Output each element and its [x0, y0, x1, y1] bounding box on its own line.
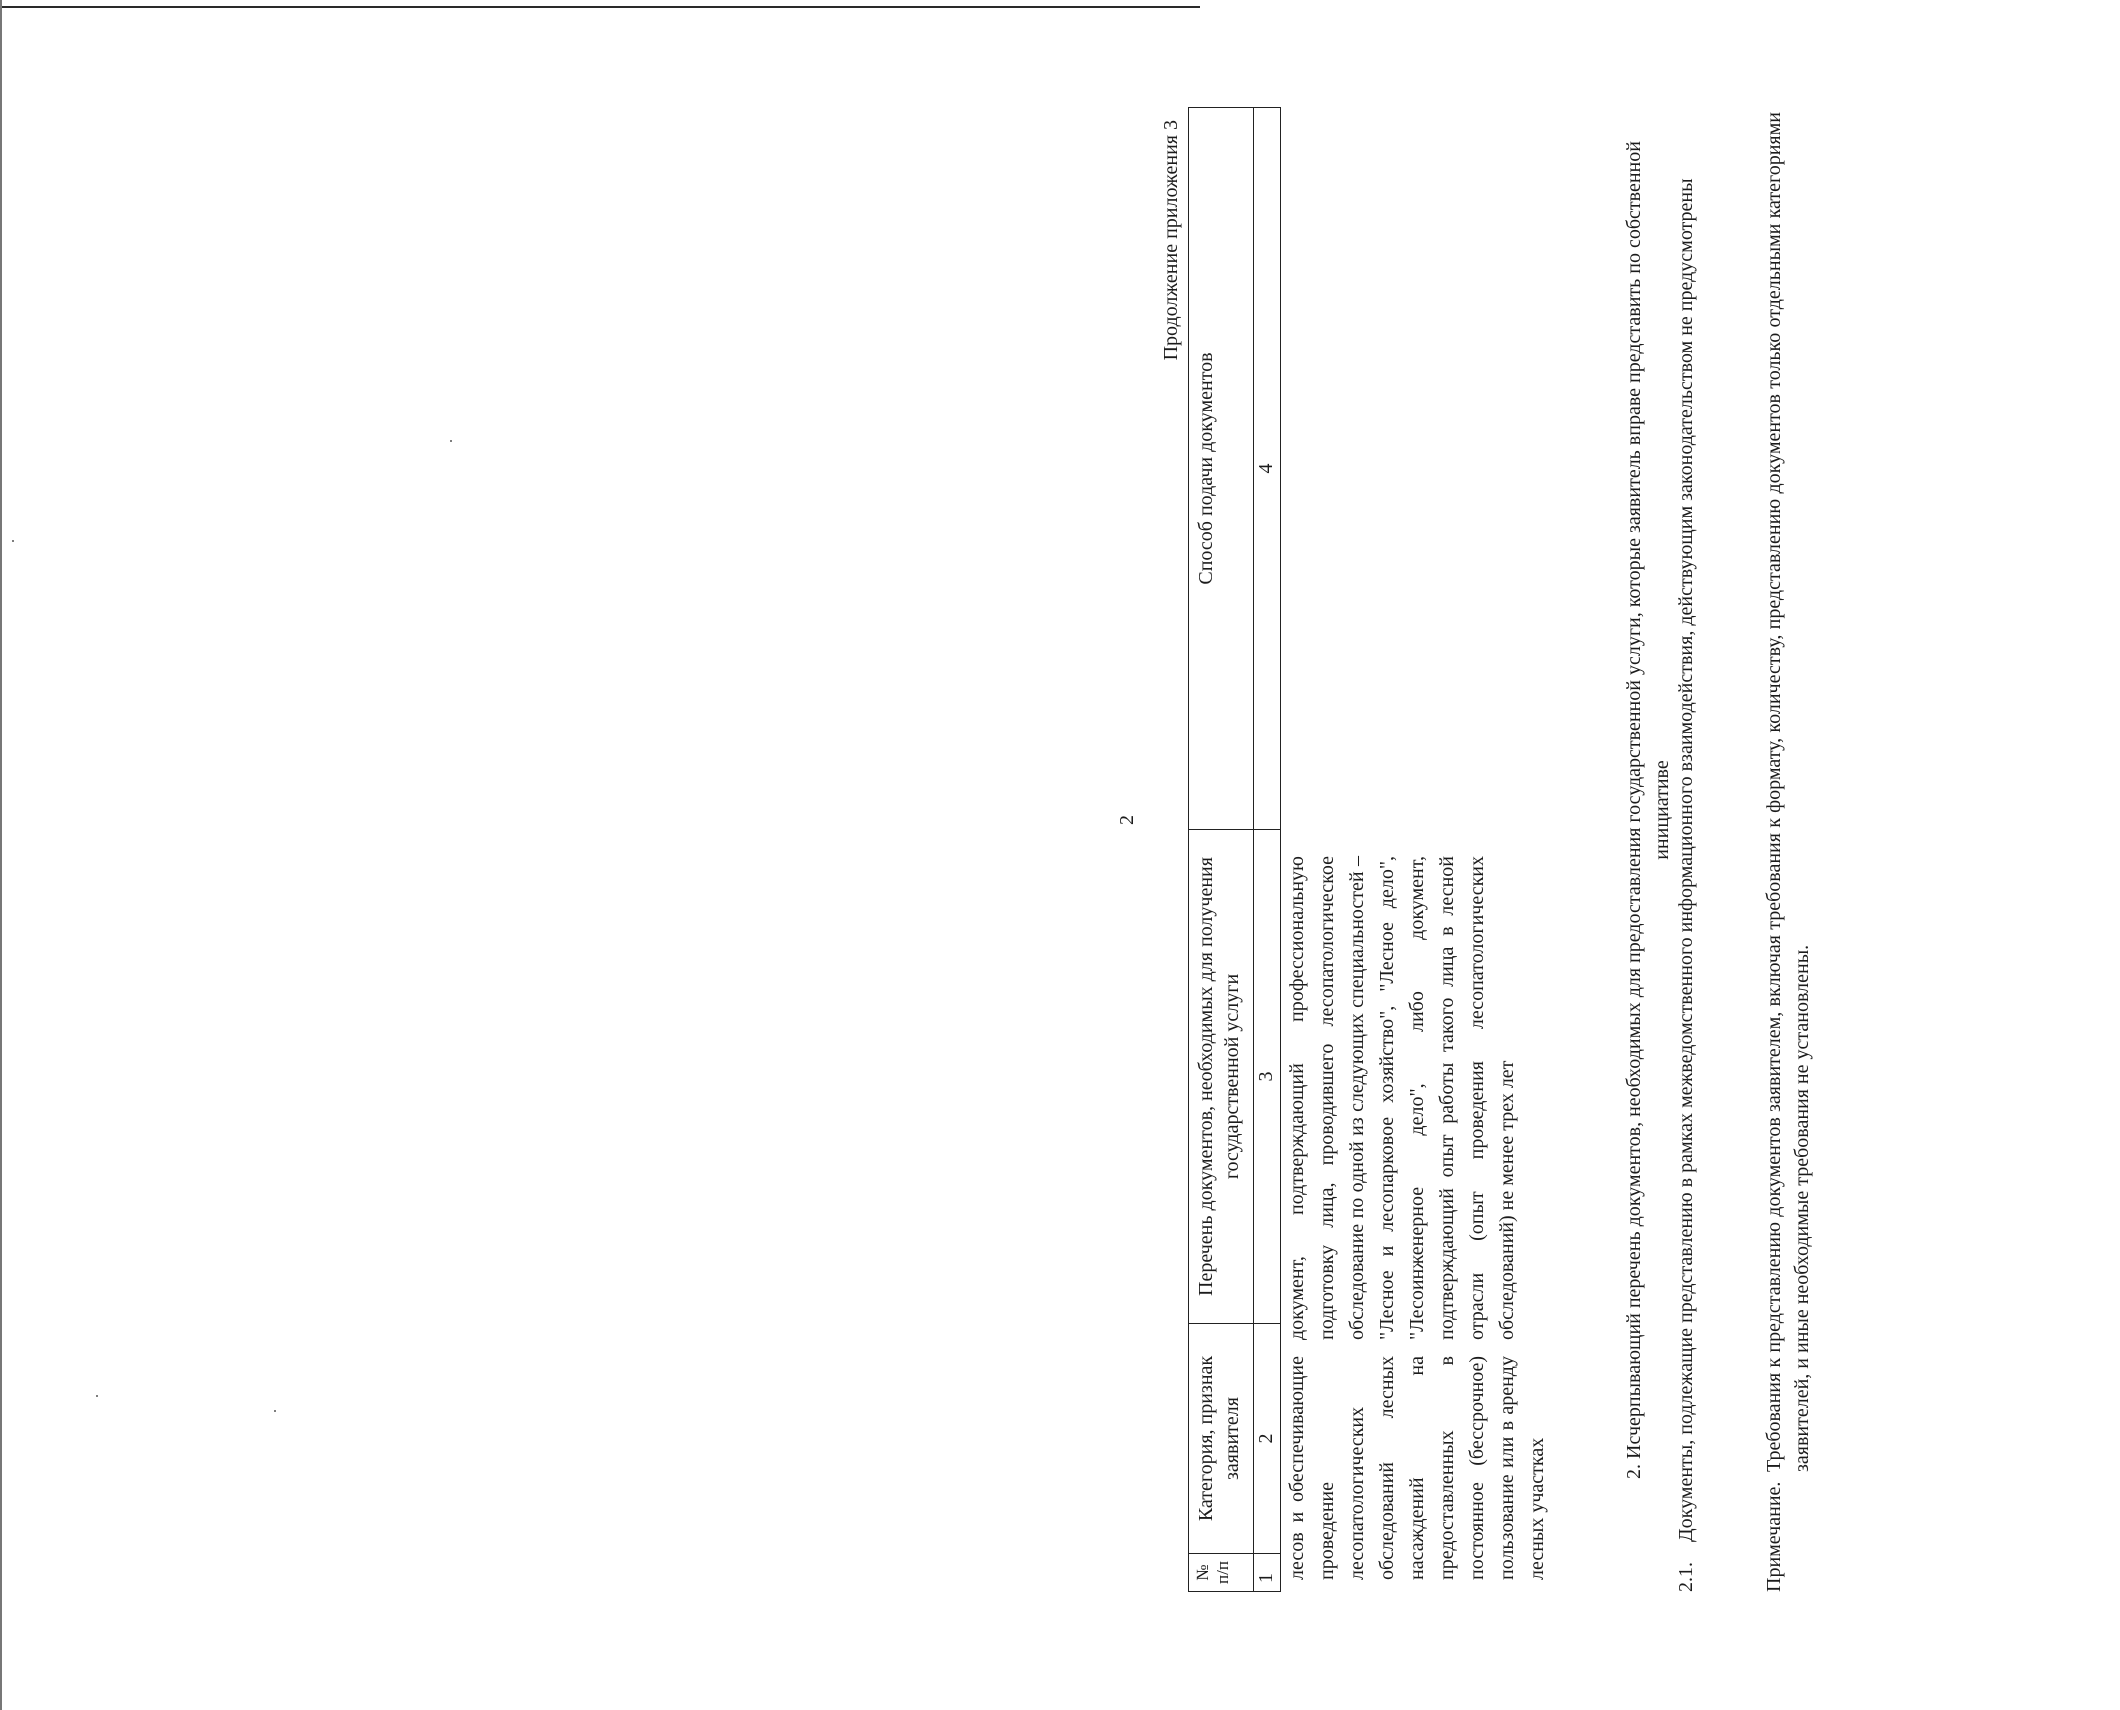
documents-table	[1188, 107, 1281, 1592]
table-number-row	[1254, 108, 1281, 1592]
col-number: 2	[1254, 1324, 1281, 1554]
rotated-page	[1060, 50, 2120, 1640]
scan-edge-left	[0, 0, 2, 1710]
continuation-label: Продолжение приложения 3	[1160, 120, 1182, 361]
note	[1760, 112, 1816, 1592]
col-number: 3	[1254, 830, 1281, 1324]
scan-speck	[274, 1410, 276, 1412]
col-number: 4	[1254, 108, 1281, 830]
header-num: № п/п	[1189, 1554, 1254, 1592]
cell-category: лесов и обеспечивающие проведение лесопатологических обследований лесных насаждений на предоставленных в постоянное (бессрочное) пользование или в аренду лесных участках	[1286, 1356, 1548, 1580]
section-2-item	[1672, 112, 1700, 1592]
table-header-row	[1189, 108, 1254, 1592]
scan-edge-top	[0, 6, 1200, 8]
item-text: Документы, подлежащие представлению в рамках межведомственного информационного взаимодействия, действующим законодательством не предусмотрены	[1675, 178, 1697, 1542]
item-number: 2.1.	[1675, 1562, 1697, 1592]
note-label: Примечание.	[1763, 1481, 1785, 1592]
page-number: 2	[1116, 815, 1138, 825]
cell-documents: документ, подтверждающий профессиональную подготовку лица, проводившего лесопатологическое обследование по одной из следующих специальностей – "Лесное и лесопарковое хозяйство", "Лесное дело", "Лесоинженерное дело", либо документ, подтверждающий опыт работы такого лица в лесной отрасли (опыт проведения лесопатологических обследований) не менее трех лет	[1286, 856, 1518, 1340]
scan-speck	[96, 1395, 98, 1397]
col-number: 1	[1254, 1554, 1281, 1592]
section-2-heading: 2. Исчерпывающий перечень документов, необходимых для предоставления государственной услуги, которые заявитель вправе представить по собственной инициативе	[1623, 141, 1673, 1479]
scan-speck	[450, 440, 452, 442]
header-documents: Перечень документов, необходимых для получения государственной услуги	[1189, 830, 1254, 1324]
header-category: Категория, признак заявителя	[1189, 1324, 1254, 1554]
note-text: Требования к представлению документов заявителем, включая требования к формату, количеству, представлению документов только отдельными категориями заявителей, и иные необходимые требования не установлены.	[1763, 112, 1813, 1472]
scan-speck	[12, 540, 14, 542]
header-method: Способ подачи документов	[1189, 108, 1254, 830]
